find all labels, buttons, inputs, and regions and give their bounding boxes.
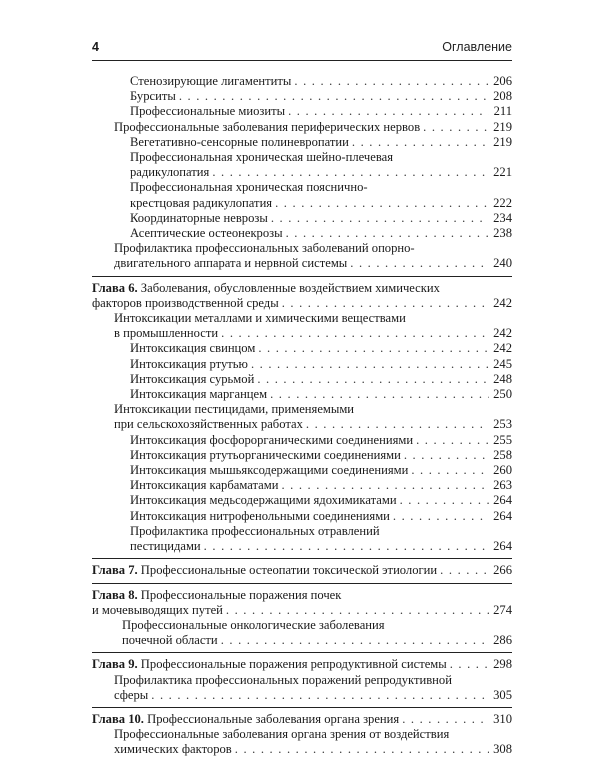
dot-leader xyxy=(450,657,489,672)
toc-entry-title: Интоксикация карбаматами xyxy=(130,478,279,493)
toc-entry-line: Профессиональная хроническая шейно-плечевая xyxy=(130,150,394,165)
toc-entry-title: Координаторные неврозы xyxy=(130,210,268,225)
toc-entry xyxy=(92,463,512,478)
toc-page-number: 305 xyxy=(493,687,512,702)
toc-entry xyxy=(92,433,512,448)
dot-leader xyxy=(204,539,489,554)
toc-entry-title: Глава 10. Профессиональные заболевания органа зрения xyxy=(92,711,400,726)
toc-entry-last-line xyxy=(130,196,512,211)
toc-page-number: 211 xyxy=(493,104,512,119)
toc-entry-title: Интоксикация марганцем xyxy=(130,387,268,402)
toc-page-number: 250 xyxy=(493,387,512,402)
dot-leader xyxy=(212,165,489,180)
toc-entry-title: и мочевыводящих путей xyxy=(92,602,223,617)
toc-page-number: 245 xyxy=(493,356,512,371)
toc-entry xyxy=(92,673,512,703)
dot-leader xyxy=(350,256,489,271)
page-header xyxy=(92,38,512,61)
toc-entry xyxy=(92,104,512,119)
toc-page-number: 258 xyxy=(493,447,512,462)
toc-entry-title: Бурситы xyxy=(130,89,176,104)
table-of-contents xyxy=(92,74,512,758)
toc-entry-title: крестцовая радикулопатия xyxy=(130,195,273,210)
toc-page-number: 308 xyxy=(493,742,512,757)
toc-entry-title: Профессиональные заболевания периферических нервов xyxy=(114,119,421,134)
toc-entry-line: Заболевания, обусловленные воздействием химических xyxy=(140,280,440,295)
page-number: 4 xyxy=(92,40,99,54)
toc-page-number: 206 xyxy=(493,74,512,88)
running-title: Оглавление xyxy=(442,40,512,54)
toc-page-number: 219 xyxy=(493,119,512,134)
toc-entry-title: Вегетативно-сенсорные полиневропатии xyxy=(130,134,349,149)
toc-entry-last-line xyxy=(130,74,512,89)
toc-entry xyxy=(92,509,512,524)
toc-chapter-entry xyxy=(92,558,512,578)
dot-leader xyxy=(271,211,489,226)
toc-entry-last-line xyxy=(130,387,512,402)
toc-entry-text xyxy=(114,402,512,417)
toc-entry-title: Интоксикация нитрофенольными соединениями xyxy=(130,508,390,523)
toc-entry-text xyxy=(92,588,512,603)
dot-leader xyxy=(179,89,489,104)
toc-entry-title: при сельскохозяйственных работах xyxy=(114,417,303,432)
toc-entry-text xyxy=(114,673,512,688)
dot-leader xyxy=(221,633,489,648)
dot-leader xyxy=(352,135,489,150)
toc-entry-text xyxy=(122,618,512,633)
toc-entry-title: радикулопатия xyxy=(130,165,210,180)
dot-leader xyxy=(258,341,489,356)
chapter-label: Глава 9. xyxy=(92,657,141,672)
toc-entry-title: Интоксикация ртутьорганическими соединениями xyxy=(130,447,401,462)
toc-entry-last-line xyxy=(130,89,512,104)
toc-page-number: 255 xyxy=(493,432,512,447)
toc-entry-last-line xyxy=(130,493,512,508)
toc-entry-last-line xyxy=(114,688,512,703)
toc-page-number: 298 xyxy=(493,657,512,672)
toc-entry-line: Профилактика профессиональных отравлений xyxy=(130,523,380,538)
toc-page-number: 242 xyxy=(493,295,512,310)
toc-entry-last-line xyxy=(114,256,512,271)
toc-page-number: 208 xyxy=(493,89,512,104)
toc-entry-last-line xyxy=(92,603,512,618)
toc-page-number: 266 xyxy=(493,563,512,578)
toc-entry-last-line xyxy=(92,712,512,727)
toc-page-number: 219 xyxy=(493,134,512,149)
toc-entry-title: Интоксикация ртутью xyxy=(130,356,248,371)
dot-leader xyxy=(281,478,489,493)
toc-entry-last-line xyxy=(130,357,512,372)
toc-page-number: 310 xyxy=(493,711,512,726)
toc-entry-last-line xyxy=(92,563,512,578)
toc-entry-last-line xyxy=(130,341,512,356)
toc-page-number: 263 xyxy=(493,478,512,493)
toc-entry-last-line xyxy=(130,104,512,119)
toc-entry xyxy=(92,478,512,493)
chapter-label: Глава 7. xyxy=(92,563,141,578)
toc-entry xyxy=(92,402,512,432)
toc-entry-last-line xyxy=(130,448,512,463)
toc-entry-text xyxy=(114,241,512,256)
toc-entry-last-line xyxy=(114,417,512,432)
toc-chapter-entry xyxy=(92,707,512,727)
toc-entry-line: Профессиональная хроническая пояснично- xyxy=(130,180,368,195)
toc-page-number: 274 xyxy=(493,602,512,617)
dot-leader xyxy=(400,493,489,508)
toc-entry-last-line xyxy=(92,657,512,672)
toc-entry-title: Стенозирующие лигаментиты xyxy=(130,74,292,88)
toc-entry-title: Интоксикация свинцом xyxy=(130,341,256,356)
toc-entry xyxy=(92,448,512,463)
toc-page-number: 264 xyxy=(493,493,512,508)
toc-entry-last-line xyxy=(130,226,512,241)
toc-entry-line: Профессиональные онкологические заболевания xyxy=(122,617,385,632)
toc-entry-text xyxy=(130,150,512,165)
toc-entry xyxy=(92,524,512,554)
dot-leader xyxy=(393,509,489,524)
toc-chapter-entry xyxy=(92,652,512,672)
toc-entry-title: Глава 9. Профессиональные поражения репродуктивной системы xyxy=(92,657,447,672)
dot-leader xyxy=(221,326,489,341)
toc-entry-last-line xyxy=(92,296,512,311)
toc-entry-title: Интоксикация медьсодержащими ядохимикатами xyxy=(130,493,397,508)
toc-page-number: 238 xyxy=(493,226,512,241)
dot-leader xyxy=(251,357,489,372)
toc-entry-last-line xyxy=(130,433,512,448)
toc-entry-text xyxy=(130,524,512,539)
dot-leader xyxy=(306,417,489,432)
toc-page-number: 222 xyxy=(493,195,512,210)
toc-entry-title: Интоксикация фосфорорганическими соединениями xyxy=(130,432,414,447)
toc-entry-last-line xyxy=(130,372,512,387)
toc-page-number: 248 xyxy=(493,371,512,386)
toc-page-number: 221 xyxy=(493,165,512,180)
dot-leader xyxy=(226,603,489,618)
toc-page-number: 260 xyxy=(493,463,512,478)
toc-entry xyxy=(92,226,512,241)
toc-page-number: 242 xyxy=(493,326,512,341)
toc-entry-line: Интоксикации металлами и химическими веществами xyxy=(114,311,406,326)
toc-entry xyxy=(92,357,512,372)
chapter-label: Глава 8. xyxy=(92,587,141,602)
toc-entry-line: Профилактика профессиональных поражений репродуктивной xyxy=(114,672,452,687)
toc-entry-last-line xyxy=(130,211,512,226)
toc-entry xyxy=(92,241,512,271)
toc-entry xyxy=(92,311,512,341)
toc-entry-title: Интоксикация сурьмой xyxy=(130,371,255,386)
toc-page-number: 234 xyxy=(493,210,512,225)
toc-entry-last-line xyxy=(130,135,512,150)
toc-entry-text xyxy=(114,727,512,742)
toc-page-number: 286 xyxy=(493,633,512,648)
dot-leader xyxy=(288,104,489,119)
toc-chapter-entry xyxy=(92,583,512,618)
toc-entry-title: факторов производственной среды xyxy=(92,295,279,310)
toc-page-number: 240 xyxy=(493,256,512,271)
toc-entry-line: Профилактика профессиональных заболеваний опорно- xyxy=(114,241,415,256)
chapter-label: Глава 10. xyxy=(92,711,148,726)
dot-leader xyxy=(416,433,489,448)
toc-entry-last-line xyxy=(130,539,512,554)
dot-leader xyxy=(411,463,489,478)
toc-chapter-entry xyxy=(92,276,512,311)
toc-entry-text xyxy=(114,311,512,326)
toc-entry xyxy=(92,341,512,356)
toc-entry xyxy=(92,211,512,226)
toc-entry-line: Интоксикации пестицидами, применяемыми xyxy=(114,402,355,417)
toc-entry-text xyxy=(92,281,512,296)
toc-entry xyxy=(92,180,512,210)
dot-leader xyxy=(294,74,489,89)
toc-entry-last-line xyxy=(130,509,512,524)
toc-entry-text xyxy=(130,180,512,195)
toc-page-number: 264 xyxy=(493,539,512,554)
toc-entry xyxy=(92,727,512,757)
toc-entry xyxy=(92,74,512,89)
dot-leader xyxy=(270,387,489,402)
toc-page-number: 242 xyxy=(493,341,512,356)
chapter-label: Глава 6. xyxy=(92,280,141,295)
toc-entry-line: Профессиональные заболевания органа зрения от воздействия xyxy=(114,727,450,742)
toc-entry-title: Асептические остеонекрозы xyxy=(130,226,283,241)
toc-entry-title: Глава 7. Профессиональные остеопатии токсической этиологии xyxy=(92,563,438,578)
toc-entry xyxy=(92,89,512,104)
toc-entry-title: двигательного аппарата и нервной системы xyxy=(114,256,348,271)
dot-leader xyxy=(440,563,489,578)
toc-entry-title: пестицидами xyxy=(130,539,201,554)
toc-page-number: 264 xyxy=(493,508,512,523)
toc-entry xyxy=(92,372,512,387)
toc-entry-last-line xyxy=(130,478,512,493)
toc-entry xyxy=(92,387,512,402)
toc-entry-title: Профессиональные миозиты xyxy=(130,104,286,119)
toc-entry-title: химических факторов xyxy=(114,742,232,757)
dot-leader xyxy=(402,712,489,727)
dot-leader xyxy=(151,688,489,703)
toc-entry-last-line xyxy=(130,165,512,180)
dot-leader xyxy=(275,196,489,211)
toc-entry-line: Профессиональные поражения почек xyxy=(140,587,342,602)
toc-entry-title: Интоксикация мышьяксодержащими соединениями xyxy=(130,463,409,478)
toc-entry-last-line xyxy=(122,633,512,648)
dot-leader xyxy=(404,448,489,463)
dot-leader xyxy=(282,296,489,311)
toc-entry xyxy=(92,618,512,648)
toc-page-number: 253 xyxy=(493,417,512,432)
toc-entry xyxy=(92,120,512,135)
toc-entry-title: почечной области xyxy=(122,633,218,648)
toc-entry-last-line xyxy=(130,463,512,478)
dot-leader xyxy=(286,226,489,241)
dot-leader xyxy=(257,372,489,387)
toc-entry-title: в промышленности xyxy=(114,326,219,341)
toc-entry-last-line xyxy=(114,326,512,341)
toc-entry xyxy=(92,150,512,180)
dot-leader xyxy=(423,120,489,135)
toc-entry-title: сферы xyxy=(114,687,149,702)
toc-entry-last-line xyxy=(114,120,512,135)
toc-entry xyxy=(92,493,512,508)
toc-entry xyxy=(92,135,512,150)
